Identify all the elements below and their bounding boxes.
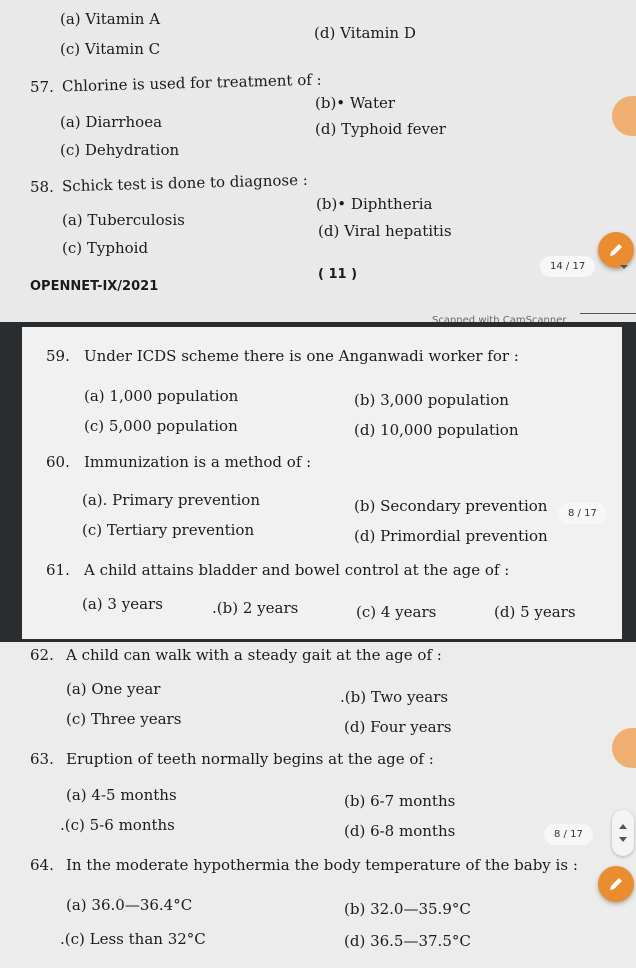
- q63-option-b: (b) 6-7 months: [344, 792, 456, 810]
- q60-number: 60.: [46, 453, 70, 471]
- footer-code: OPENNET-IX/2021: [30, 279, 159, 294]
- q58-number: 58.: [30, 178, 54, 196]
- floating-handle[interactable]: [612, 96, 636, 136]
- q64-option-c: .(c) Less than 32°C: [60, 930, 206, 948]
- screenshot-panel-3: [0, 642, 636, 968]
- q57-option-b: (b)• Water: [315, 94, 396, 112]
- q61-number: 61.: [46, 561, 70, 579]
- q60-question: Immunization is a method of :: [84, 453, 312, 471]
- footer-page-number: ( 11 ): [318, 267, 358, 282]
- q57-number: 57.: [30, 78, 54, 96]
- scanner-watermark: Scanned with CamScanner: [432, 315, 567, 322]
- q58-question: Schick test is done to diagnose :: [61, 170, 309, 196]
- q62-option-c: (c) Three years: [66, 710, 182, 728]
- chevron-up-icon: [618, 822, 628, 830]
- q62-number: 62.: [30, 646, 54, 664]
- screenshot-panel-2: [22, 327, 622, 639]
- q57-question: Chlorine is used for treatment of :: [61, 70, 322, 96]
- q63-option-d: (d) 6-8 months: [344, 822, 456, 840]
- q60-option-b: (b) Secondary prevention: [354, 497, 548, 515]
- edit-button[interactable]: [598, 866, 634, 902]
- q64-option-d: (d) 36.5—37.5°C: [344, 932, 471, 950]
- q61-option-b: .(b) 2 years: [212, 599, 299, 617]
- q61-option-a: (a) 3 years: [82, 595, 163, 613]
- q57-option-c: (c) Dehydration: [60, 141, 180, 159]
- q55-option-a: (a) Vitamin A: [60, 10, 161, 28]
- q59-option-a: (a) 1,000 population: [84, 387, 239, 405]
- q55-option-c: (c) Vitamin C: [60, 40, 161, 58]
- screenshot-panel-1: [0, 0, 636, 322]
- q64-option-b: (b) 32.0—35.9°C: [344, 900, 471, 918]
- q61-question: A child attains bladder and bowel control at the age of :: [84, 561, 510, 579]
- q59-option-c: (c) 5,000 population: [84, 417, 238, 435]
- pencil-icon: [607, 875, 625, 893]
- q59-question: Under ICDS scheme there is one Anganwadi worker for :: [84, 347, 519, 365]
- q60-option-d: (d) Primordial prevention: [354, 527, 548, 545]
- chevron-down-icon[interactable]: [618, 258, 630, 277]
- q63-number: 63.: [30, 750, 54, 768]
- divider: [580, 313, 636, 314]
- floating-handle[interactable]: [612, 728, 636, 768]
- q55-option-d: (d) Vitamin D: [314, 24, 416, 42]
- page-indicator: 8 / 17: [558, 503, 607, 524]
- q61-option-d: (d) 5 years: [494, 603, 576, 621]
- scroll-handle[interactable]: [612, 810, 634, 856]
- q62-option-b: .(b) Two years: [340, 688, 449, 706]
- page-indicator: 14 / 17: [540, 256, 595, 277]
- chevron-down-icon: [618, 836, 628, 844]
- q62-option-d: (d) Four years: [344, 718, 452, 736]
- q59-option-d: (d) 10,000 population: [354, 421, 519, 439]
- q60-option-c: (c) Tertiary prevention: [82, 521, 255, 539]
- q59-number: 59.: [46, 347, 70, 365]
- q57-option-d: (d) Typhoid fever: [315, 120, 446, 138]
- q59-option-b: (b) 3,000 population: [354, 391, 509, 409]
- pencil-icon: [607, 241, 625, 259]
- q58-option-c: (c) Typhoid: [62, 239, 149, 257]
- q60-option-a: (a). Primary prevention: [82, 491, 261, 509]
- q63-question: Eruption of teeth normally begins at the age of :: [66, 750, 434, 768]
- q57-option-a: (a) Diarrhoea: [60, 113, 163, 131]
- q58-option-b: (b)• Diphtheria: [316, 195, 433, 213]
- q58-option-a: (a) Tuberculosis: [62, 211, 185, 229]
- q61-option-c: (c) 4 years: [356, 603, 437, 621]
- q63-option-c: .(c) 5-6 months: [60, 816, 175, 834]
- q62-question: A child can walk with a steady gait at the age of :: [66, 646, 442, 664]
- q62-option-a: (a) One year: [66, 680, 161, 698]
- q64-option-a: (a) 36.0—36.4°C: [66, 896, 193, 914]
- q64-question: In the moderate hypothermia the body temperature of the baby is :: [66, 856, 578, 874]
- q63-option-a: (a) 4-5 months: [66, 786, 177, 804]
- q58-option-d: (d) Viral hepatitis: [318, 222, 452, 240]
- page-indicator: 8 / 17: [544, 824, 593, 845]
- q64-number: 64.: [30, 856, 54, 874]
